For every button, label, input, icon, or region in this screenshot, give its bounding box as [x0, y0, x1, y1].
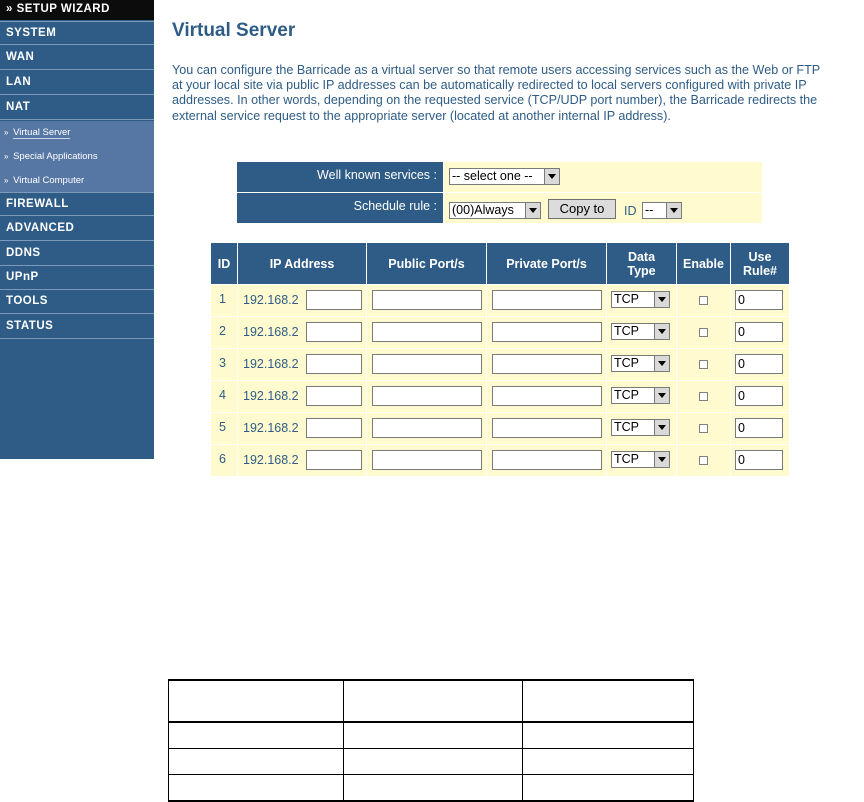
col-header-use-rule	[731, 243, 789, 284]
nav-nat[interactable]: NAT	[0, 96, 154, 120]
chevron-down-icon[interactable]	[544, 169, 559, 184]
row-id: 1	[219, 292, 226, 306]
ip-last-octet-input[interactable]	[306, 418, 362, 438]
table-cell-id	[211, 413, 237, 444]
enable-checkbox[interactable]	[699, 424, 708, 433]
data-type-select[interactable]	[611, 323, 670, 340]
data-type-select[interactable]	[611, 387, 670, 404]
sidebar	[0, 0, 154, 459]
select-value: TCP	[614, 324, 639, 338]
ip-prefix: 192.168.2	[243, 389, 299, 403]
empty-table-cell	[522, 775, 693, 802]
ip-prefix: 192.168.2	[243, 325, 299, 339]
select-value: --	[645, 203, 654, 217]
private-port-input[interactable]	[492, 386, 602, 406]
nav-wan[interactable]: WAN	[0, 46, 154, 70]
row-id: 6	[219, 452, 226, 466]
use-rule-input[interactable]: 0	[735, 386, 783, 406]
table-cell-ru	[731, 317, 789, 348]
chevron-down-icon[interactable]	[666, 203, 681, 218]
col-header-data-type-line2: Type	[627, 263, 656, 278]
table-cell-ru	[731, 349, 789, 380]
table-cell-ip	[238, 317, 366, 348]
public-port-input[interactable]	[372, 290, 482, 310]
chevron-down-icon[interactable]	[654, 292, 669, 307]
page-title: Virtual Server	[172, 20, 296, 41]
empty-table-cell	[522, 749, 693, 775]
nav-tools[interactable]: TOOLS	[0, 290, 154, 314]
empty-table-cell	[169, 722, 344, 749]
table-cell-ru	[731, 381, 789, 412]
ip-prefix: 192.168.2	[243, 453, 299, 467]
table-cell-en	[677, 445, 730, 476]
table-cell-dt	[607, 381, 676, 412]
nav-firewall[interactable]: FIREWALL	[0, 192, 154, 216]
table-cell-ru	[731, 285, 789, 316]
ip-last-octet-input[interactable]	[306, 386, 362, 406]
empty-table	[168, 679, 694, 799]
nav-sub-label: Virtual Computer	[13, 175, 85, 186]
use-rule-input[interactable]: 0	[735, 450, 783, 470]
use-rule-input[interactable]: 0	[735, 418, 783, 438]
well-known-services-row	[237, 162, 762, 193]
chevron-down-icon[interactable]	[654, 356, 669, 371]
table-cell-ru	[731, 445, 789, 476]
nav-advanced[interactable]: ADVANCED	[0, 217, 154, 241]
ip-last-octet-input[interactable]	[306, 450, 362, 470]
table-cell-ip	[238, 381, 366, 412]
enable-checkbox[interactable]	[699, 456, 708, 465]
ip-last-octet-input[interactable]	[306, 322, 362, 342]
empty-table-cell	[169, 749, 344, 775]
row-id: 3	[219, 356, 226, 370]
ip-last-octet-input[interactable]	[306, 354, 362, 374]
ip-last-octet-input[interactable]	[306, 290, 362, 310]
private-port-input[interactable]	[492, 418, 602, 438]
public-port-input[interactable]	[372, 386, 482, 406]
empty-table-cell	[344, 749, 522, 775]
col-header-data-type-line1: Data	[627, 249, 656, 264]
nav-system[interactable]: SYSTEM	[0, 21, 154, 45]
chevron-down-icon[interactable]	[654, 324, 669, 339]
enable-checkbox[interactable]	[699, 328, 708, 337]
copy-id-select[interactable]	[642, 202, 682, 219]
nav-sub-label: Special Applications	[13, 151, 98, 162]
chevron-down-icon[interactable]	[654, 388, 669, 403]
table-cell-ip	[238, 349, 366, 380]
select-value: -- select one --	[452, 169, 533, 183]
ip-prefix: 192.168.2	[243, 357, 299, 371]
table-cell-dt	[607, 445, 676, 476]
data-type-select[interactable]	[611, 355, 670, 372]
enable-checkbox[interactable]	[699, 296, 708, 305]
table-cell-dt	[607, 413, 676, 444]
chevron-down-icon[interactable]	[654, 452, 669, 467]
col-header-enable: Enable	[677, 243, 730, 284]
table-cell-dt	[607, 317, 676, 348]
col-header-private-ports: Private Port/s	[487, 243, 606, 284]
table-cell-id	[211, 381, 237, 412]
private-port-input[interactable]	[492, 322, 602, 342]
private-port-input[interactable]	[492, 354, 602, 374]
select-value: TCP	[614, 388, 639, 402]
empty-table-cell	[344, 722, 522, 749]
select-value: TCP	[614, 292, 639, 306]
arrow-icon: »	[4, 152, 9, 161]
select-value: (00)Always	[452, 203, 514, 217]
table-cell-id	[211, 285, 237, 316]
data-type-select[interactable]	[611, 419, 670, 436]
col-header-ip-address: IP Address	[238, 243, 366, 284]
arrow-icon: »	[4, 176, 9, 185]
well-known-services-label: Well known services :	[237, 162, 443, 192]
table-cell-ip	[238, 285, 366, 316]
table-cell-dt	[607, 349, 676, 380]
nav-upnp[interactable]: UPnP	[0, 266, 154, 290]
ip-prefix: 192.168.2	[243, 421, 299, 435]
table-cell-pub	[367, 381, 486, 412]
nav-ddns[interactable]: DDNS	[0, 242, 154, 266]
public-port-input[interactable]	[372, 322, 482, 342]
row-id: 5	[219, 420, 226, 434]
page-description: You can configure the Barricade as a virtual server so that remote users accessing services such as the Web or FTP at your local site via public IP addresses can be automatically redirected to local servers configured with private IP addresses. In other words, depending on the requested service (TCP/UDP port number), the Barricade redirects the external service request to the appropriate server (located at another internal IP address).	[172, 63, 820, 123]
data-type-select[interactable]	[611, 291, 670, 308]
table-cell-dt	[607, 285, 676, 316]
public-port-input[interactable]	[372, 418, 482, 438]
table-cell-ip	[238, 445, 366, 476]
id-label: ID	[624, 204, 637, 218]
well-known-services-cell	[444, 162, 762, 192]
col-header-use-rule-line1: Use	[748, 249, 772, 264]
table-cell-en	[677, 317, 730, 348]
copy-to-button[interactable]: Copy to	[548, 199, 616, 219]
ip-prefix: 192.168.2	[243, 293, 299, 307]
empty-table-cell	[169, 680, 344, 722]
enable-checkbox[interactable]	[699, 392, 708, 401]
table-cell-id	[211, 317, 237, 348]
table-cell-prv	[487, 317, 606, 348]
arrow-icon: »	[4, 128, 9, 137]
schedule-rule-label: Schedule rule :	[237, 193, 443, 223]
empty-table-cell	[169, 775, 344, 802]
private-port-input[interactable]	[492, 290, 602, 310]
table-cell-prv	[487, 413, 606, 444]
public-port-input[interactable]	[372, 354, 482, 374]
select-value: TCP	[614, 420, 639, 434]
col-header-use-rule-line2: Rule#	[742, 263, 778, 278]
table-cell-id	[211, 445, 237, 476]
table-cell-ip	[238, 413, 366, 444]
chevron-down-icon[interactable]	[654, 420, 669, 435]
empty-table-cell	[522, 680, 693, 722]
col-header-id: ID	[211, 243, 237, 284]
select-value: TCP	[614, 356, 639, 370]
empty-table-cell	[344, 775, 522, 802]
table-cell-pub	[367, 349, 486, 380]
table-cell-ru	[731, 413, 789, 444]
use-rule-input[interactable]: 0	[735, 322, 783, 342]
table-cell-pub	[367, 285, 486, 316]
table-cell-en	[677, 413, 730, 444]
data-type-select[interactable]	[611, 451, 670, 468]
table-cell-prv	[487, 381, 606, 412]
nav-sub-virtual-server[interactable]	[0, 121, 154, 145]
table-cell-prv	[487, 349, 606, 380]
col-header-data-type	[607, 243, 676, 284]
table-cell-id	[211, 349, 237, 380]
use-rule-input[interactable]: 0	[735, 290, 783, 310]
public-port-input[interactable]	[372, 450, 482, 470]
table-cell-pub	[367, 317, 486, 348]
table-cell-pub	[367, 413, 486, 444]
well-known-services-select[interactable]	[449, 168, 560, 185]
empty-table-cell	[344, 680, 522, 722]
nav-setup-wizard[interactable]: » SETUP WIZARD	[0, 0, 154, 20]
table-cell-prv	[487, 285, 606, 316]
chevron-down-icon[interactable]	[525, 203, 540, 218]
col-header-public-ports: Public Port/s	[367, 243, 486, 284]
row-id: 4	[219, 388, 226, 402]
private-port-input[interactable]	[492, 450, 602, 470]
enable-checkbox[interactable]	[699, 360, 708, 369]
main-content	[154, 0, 864, 467]
nav-status[interactable]: STATUS	[0, 315, 154, 339]
table-cell-en	[677, 381, 730, 412]
select-value: TCP	[614, 452, 639, 466]
nav-sub-special-applications[interactable]	[0, 145, 154, 169]
table-cell-en	[677, 285, 730, 316]
schedule-rule-select[interactable]	[449, 202, 541, 219]
schedule-rule-row	[237, 193, 762, 224]
nav-lan[interactable]: LAN	[0, 71, 154, 95]
nav-sub-virtual-computer[interactable]	[0, 169, 154, 193]
empty-table-cell	[522, 722, 693, 749]
nav-sub-label: Virtual Server	[13, 127, 71, 138]
table-cell-en	[677, 349, 730, 380]
schedule-rule-cell	[444, 193, 762, 223]
table-cell-pub	[367, 445, 486, 476]
table-cell-prv	[487, 445, 606, 476]
use-rule-input[interactable]: 0	[735, 354, 783, 374]
row-id: 2	[219, 324, 226, 338]
